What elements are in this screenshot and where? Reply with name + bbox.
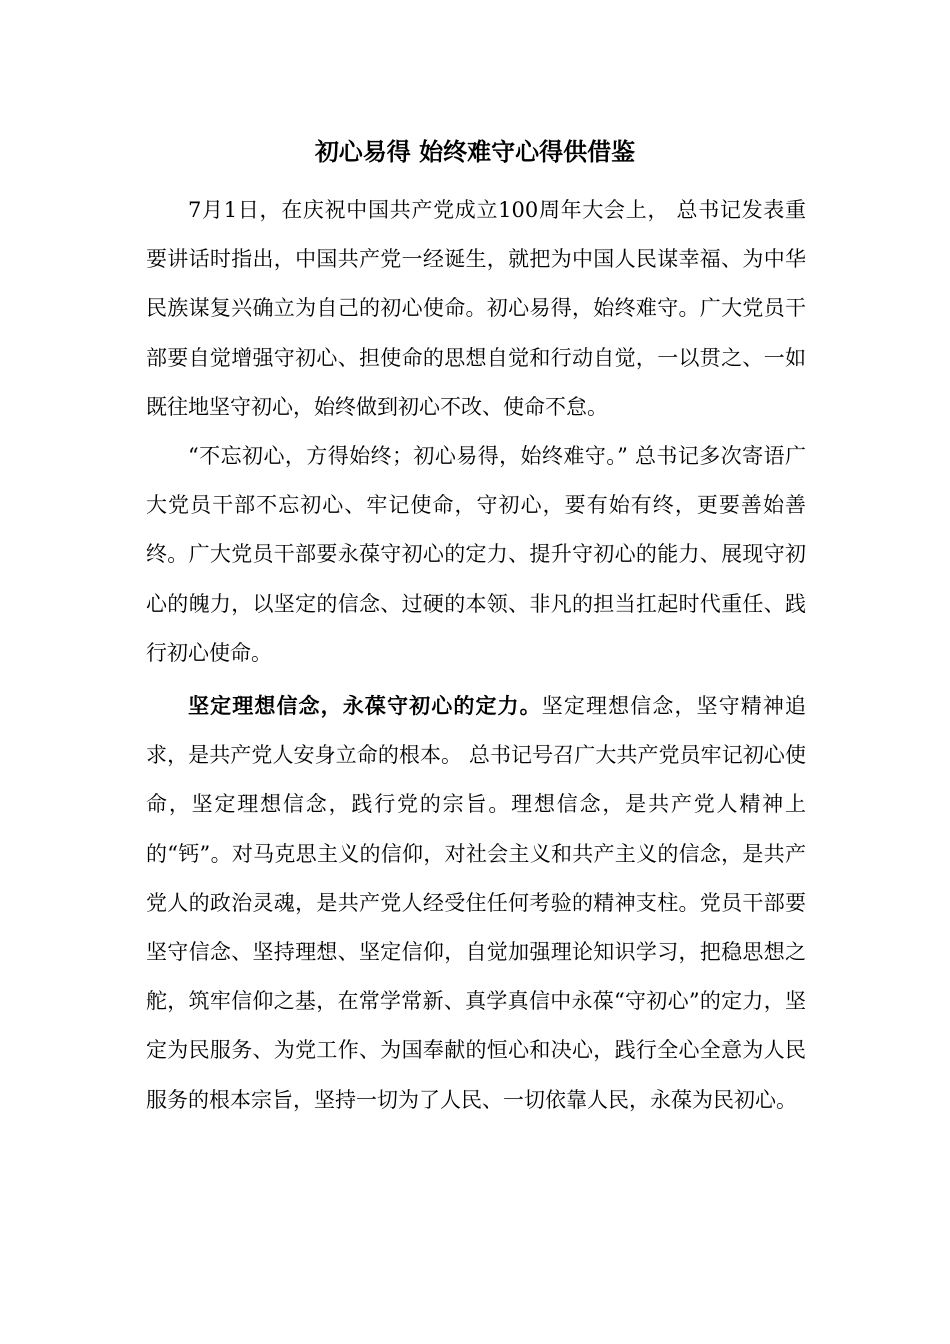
paragraph-1-text: 7月1日，在庆祝中国共产党成立100周年大会上， 总书记发表重要讲话时指出，中国共产党一经诞生，就把为中国人民谋幸福、为中华民族谋复兴确立为自己的初心使命。初心易得，始终难守。广大党员干部要自觉增强守初心、担使命的思想自觉和行动自觉，一以贯之、一如既往地坚守初心，始终做到初心不改、使命不怠。 [146, 198, 806, 419]
paragraph-3-lead: 坚定理想信念，永葆守初心的定力。 [188, 694, 542, 718]
paragraph-2-text: “不忘初心，方得始终；初心易得，始终难守。” 总书记多次寄语广大党员干部不忘初心、牢记使命，守初心，要有始有终，更要善始善终。广大党员干部要永葆守初心的定力、提升守初心的能力、展现守初心的魄力，以坚定的信念、过硬的本领、非凡的担当扛起时代重任、践行初心使命。 [146, 444, 806, 665]
paragraph-2 [146, 432, 806, 678]
paragraph-3 [146, 682, 806, 1125]
paragraph-3-text: 坚定理想信念，坚守精神追求，是共产党人安身立命的根本。 总书记号召广大共产党员牢记初心使命，坚定理想信念，践行党的宗旨。理想信念，是共产党人精神上的“钙”。对马克思主义的信仰，对社会主义和共产主义的信念，是共产党人的政治灵魂，是共产党人经受住任何考验的精神支柱。党员干部要坚守信念、坚持理想、坚定信仰，自觉加强理论知识学习，把稳思想之舵，筑牢信仰之基，在常学常新、真学真信中永葆“守初心”的定力，坚定为民服务、为党工作、为国奉献的恒心和决心，践行全心全意为人民服务的根本宗旨，坚持一切为了人民、一切依靠人民，永葆为民初心。 [146, 694, 807, 1112]
paragraph-1 [146, 186, 806, 432]
document-title: 初心易得 始终难守心得供借鉴 [314, 138, 636, 166]
